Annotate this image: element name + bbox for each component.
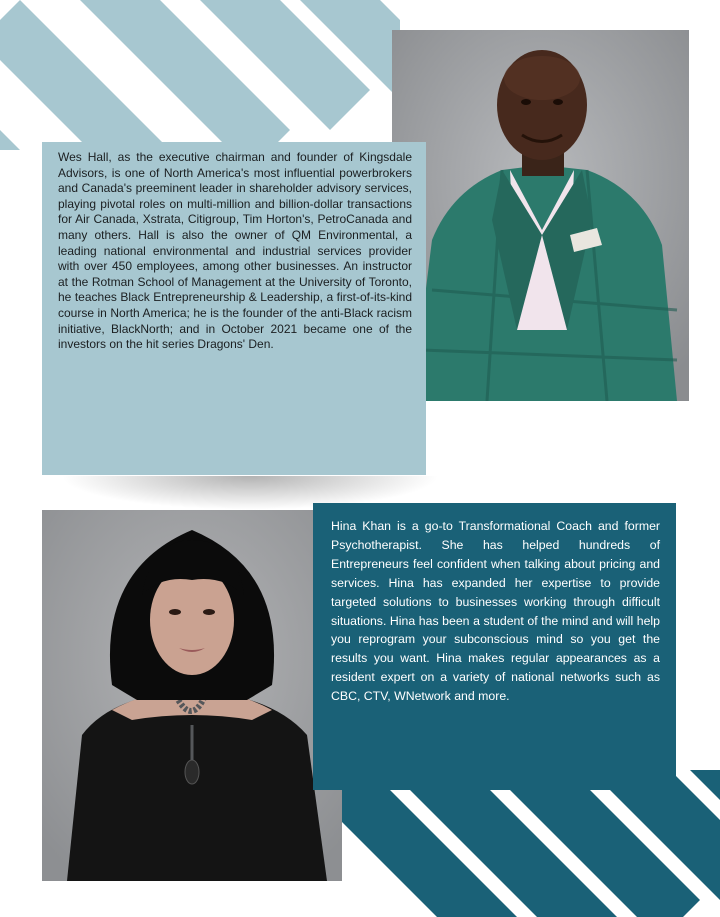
wes-hall-bio-text: Wes Hall, as the executive chairman and founder of Kingsdale Advisors, is one of North America's most influential powerbrokers and Canada's preeminent leader in shareholder advisory services, playing pivotal roles on multi-million and billion-dollar transactions for Air Canada, Xstrata, Citigroup, Tim Horton's, PetroCanada and many others. Hall is also the owner of QM Environmental, a leading national environmental and industrial services provider with over 450 employees, among other businesses. An instructor at the Rotman School of Management at the University of Toronto, he teaches Black Entrepreneurship & Leadership, a first-of-its-kind course in North America; he is the founder of the anti-Black racism initiative, BlackNorth; and in October 2021 became one of the investors on the hit series Dragons' Den. — [58, 150, 412, 352]
hina-khan-photo — [42, 510, 342, 881]
hina-khan-bio-box — [313, 503, 676, 790]
wes-hall-bio-box — [42, 142, 426, 475]
wes-hall-photo — [392, 30, 689, 401]
hina-khan-bio-text: Hina Khan is a go-to Transformational Coach and former Psychotherapist. She has helped hundreds of Entrepreneurs feel confident when talking about pricing and services. Hina has expanded her expertise to provide targeted solutions to businesses working through difficult situations. Hina has been a student of the mind and will help you reprogram your subconscious mind so you get the results you want. Hina makes regular appearances as a resident expert on a variety of national networks such as CBC, CTV, WNetwork and more. — [331, 519, 660, 704]
